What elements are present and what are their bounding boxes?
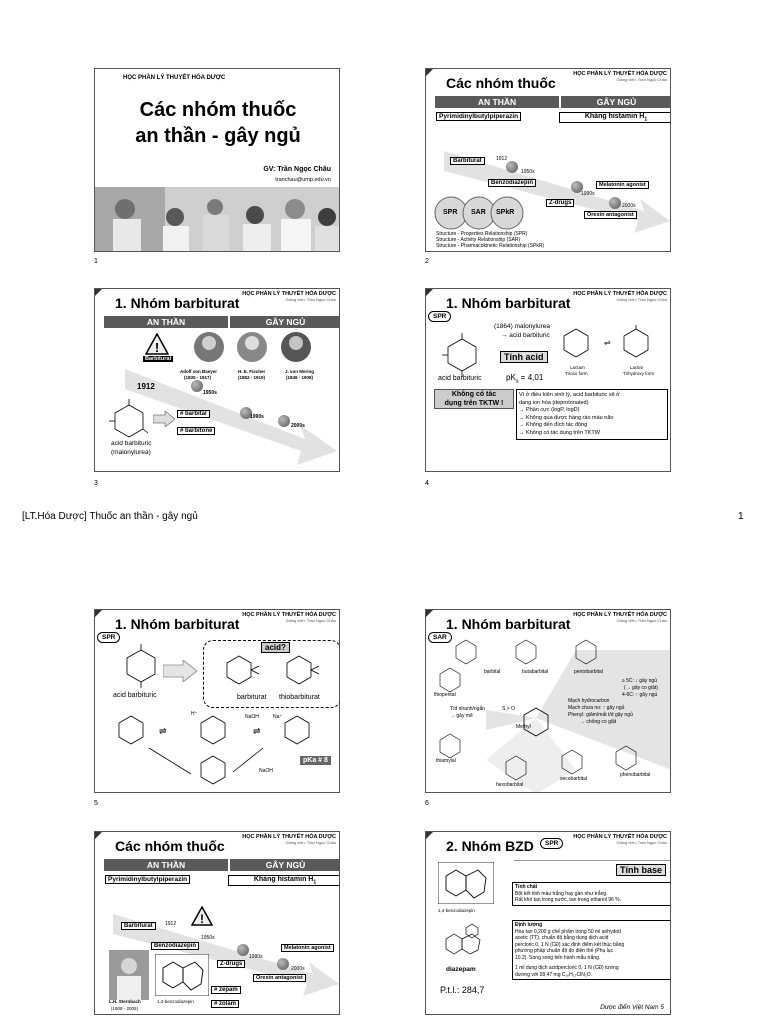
slide-title: 1. Nhóm barbiturat: [446, 616, 571, 632]
slide-5: [94, 609, 340, 793]
drug-label: phenobarbital: [620, 772, 651, 778]
source-reference: Dược điển Việt Nam 5: [600, 1004, 664, 1011]
page-footer-title: [LT.Hóa Dược] Thuốc an thần - gây ngủ: [22, 511, 198, 522]
z-drugs-label: Z-drugs: [546, 199, 574, 207]
scientist-1-name: Adolf von Baeyer: [180, 369, 218, 374]
note-line: dạng ion hóa (deprotonated): [519, 399, 589, 406]
benzodiazepine-structure: [438, 862, 494, 904]
year-1990s: 1990s: [250, 414, 264, 420]
corner-mark: [426, 289, 433, 296]
svg-text:!: !: [200, 912, 204, 926]
slide-title-line-1: Các nhóm thuốc: [139, 99, 297, 121]
year-1950s: 1950s: [521, 169, 535, 175]
course-label: HỌC PHẦN LÝ THUYẾT HÓA DƯỢC: [573, 71, 667, 77]
tinh-chat-box: [512, 882, 671, 906]
slide-title: 1. Nhóm barbiturat: [115, 616, 240, 632]
page-footer-number: 1: [738, 511, 744, 522]
note-line: → Không có tác dụng trên TKTW: [519, 429, 600, 436]
sar-rule-1: ≥ 5C: ↓ gây ngủ: [622, 678, 657, 684]
short-acting-note: T/d nhanh/ngắn: [450, 706, 486, 712]
slide-number: 2: [425, 258, 429, 265]
molecular-weight: P.t.l.: 284,7: [440, 985, 485, 995]
header: [242, 612, 336, 623]
dinh-luong-box: [512, 920, 671, 980]
category-bar-an-than: AN THẦN: [104, 859, 228, 871]
dinh-luong-line: percloric 0, 1 N (CĐ) xác định điểm kết thúc bằng: [515, 941, 625, 948]
khang-histamin-box: Kháng histamin $H_1$: [228, 875, 340, 886]
orexin-antagonist-label: Orexin antagonist: [584, 211, 637, 219]
corner-mark: [95, 610, 102, 617]
sar-hydrocarbon-note: Mạch hydrocarbon: [568, 698, 610, 704]
corner-mark: [426, 832, 433, 839]
scientist-portraits: [189, 331, 319, 365]
dinh-luong-line: 1 ml dung dịch acidpercloric 0, 1 N (CĐ) tương: [515, 965, 619, 971]
lactam-label: Lactam: [570, 365, 585, 370]
lecturer-label: Giảng viên: Trần Ngọc Châu: [285, 297, 336, 302]
course-label: HỌC PHẦN LÝ THUYẾT HÓA DƯỢC: [242, 612, 336, 618]
slide-number: 6: [425, 800, 429, 807]
svg-text:⇌: ⇌: [604, 338, 611, 347]
year-1990s: 1990s: [581, 191, 595, 197]
legend-spr: Structure - Properties Relationship (SPR): [436, 231, 528, 237]
dinh-luong-line: acetic (TT), chuẩn độ bằng dung dịch acid: [515, 935, 609, 941]
slide-title-line-2: an thần - gây ngủ: [135, 125, 301, 147]
diazepam-structure: [442, 920, 490, 964]
note-line: Vì ở điều kiện sinh lý, acid barbituric sẽ ở: [519, 392, 620, 398]
drug-label: thiopental: [434, 692, 456, 698]
drug-label: barbital: [484, 669, 501, 675]
ionization-equilibria-scheme: [113, 710, 335, 790]
barbiturat-label: barbiturat: [237, 694, 267, 701]
slide-title: 1. Nhóm barbiturat: [115, 295, 240, 311]
z-drugs-label: Z-drugs: [217, 960, 245, 968]
acid-question-label: acid?: [261, 642, 290, 653]
slide-8: [425, 831, 671, 1015]
barbituric-acid-structure: [121, 644, 161, 688]
lecturer-label: Giảng viên: Trần Ngọc Châu: [616, 297, 667, 302]
s-greater-o-note: S > O: [502, 706, 515, 712]
scientist-2-years: (1852 - 1919): [238, 375, 266, 380]
pka-badge: pKa # 8: [300, 756, 331, 765]
spr-badge: SPR: [97, 632, 120, 643]
diazepam-label: diazepam: [446, 966, 476, 973]
right-arrow-icon: [163, 660, 197, 682]
category-bar-gay-ngu: GÂY NGỦ: [561, 96, 671, 108]
sar-anticonvulsant-note: → chống co giật: [580, 719, 617, 725]
slide-title: 2. Nhóm BZD: [446, 838, 534, 854]
drug-label: secobarbital: [560, 776, 587, 782]
melatonin-agonist-label: Melatonin agonist: [596, 181, 649, 189]
slide-6: [425, 609, 671, 793]
lecturer-label: Giảng viên: Trần Ngọc Châu: [285, 618, 336, 623]
course-label: HỌC PHẦN LÝ THUYẾT HÓA DƯỢC: [573, 291, 667, 297]
khang-histamin-box: Kháng histamin $H_1$: [559, 112, 671, 123]
lecturer-label: Giảng viên: Trần Ngọc Châu: [616, 77, 667, 82]
acid-barbituric-label: acid barbituric: [438, 375, 482, 382]
timeline-point: [278, 415, 290, 427]
note-line: → Không đến đích tác động: [519, 422, 588, 428]
khong-co-tac-dung-box: [434, 389, 514, 409]
slide-1: [94, 68, 340, 252]
category-bar-an-than: AN THẦN: [104, 316, 228, 328]
khong-line-1: Không có tác: [451, 391, 497, 398]
scientist-1-years: (1835 - 1917): [184, 375, 212, 380]
barbital-label: # barbital: [177, 410, 210, 418]
year-1912: 1912: [137, 382, 155, 391]
na-plus-label: Na⁺: [273, 714, 283, 720]
trioxo-form-label: Trioxo form: [565, 371, 588, 376]
zepam-label: # zepam: [211, 986, 241, 994]
header: [573, 291, 667, 302]
thiobarbiturat-label: thiobarbiturat: [279, 694, 320, 701]
barbitone-label: # barbitone: [177, 427, 215, 435]
corner-mark: [426, 69, 433, 76]
barbiturat-label: Barbiturat: [145, 356, 172, 362]
benzodiazepine-caption: 1,4-benzodiazepin: [438, 908, 475, 913]
legend-spkr: Structure - Pharmacokinetic Relationship (SPkR): [436, 243, 545, 249]
slide-7: [94, 831, 340, 1015]
header: [242, 834, 336, 845]
malonylurea-1864-label: (1864) malonylurea: [494, 323, 551, 330]
tinh-base-label: Tính base: [616, 864, 666, 876]
malonylurea-label: (malonylurea): [111, 449, 151, 456]
anesthesia-note: → gây mê: [450, 713, 473, 719]
header: [242, 291, 336, 302]
dinh-luong-line: phương pháp chuẩn độ đo điện thế (Phụ lục: [515, 948, 614, 954]
sar-label: SAR: [471, 209, 486, 216]
h-plus-label: H⁺: [191, 711, 198, 717]
acid-barbituric-label: acid barbituric: [111, 440, 152, 447]
right-arrow-icon: [153, 411, 175, 427]
acid-barbituric-label: acid barbituric: [113, 692, 157, 699]
scientist-2-name: H. E. Fischer: [238, 369, 266, 374]
drug-label: butabarbital: [522, 669, 549, 675]
note-line: → Phân cực (logP, logD): [519, 407, 580, 413]
pyrimidinylbutylpiperazin-box: Pyrimidinylbutylpiperazin: [436, 112, 521, 121]
acid-barbituric-arrow-label: → acid barbituric: [501, 332, 550, 339]
sar-rule-2: (→ gây co giật): [624, 685, 658, 691]
year-1950s: 1950s: [201, 935, 215, 941]
spkr-label: SPkR: [496, 209, 515, 216]
dinh-luong-line: đương với 28,47 mg C₁₆H₁₃ClN₂O.: [515, 971, 593, 978]
sar-phenyl-note: Phenyl: giảm/mất t/d gây ngủ: [568, 712, 633, 718]
year-2000s: 2000s: [291, 423, 305, 429]
timeline-point: [609, 197, 621, 209]
course-label: HỌC PHẦN LÝ THUYẾT HÓA DƯỢC: [242, 291, 336, 297]
category-bar-gay-ngu: GÂY NGỦ: [230, 859, 340, 871]
khong-line-2: dụng trên TKTW !: [444, 400, 504, 407]
lecturer-email: tranchau@ump.edu.vn: [275, 177, 331, 183]
slide-2: [425, 68, 671, 252]
lecturer-label: Giảng viên: Trần Ngọc Châu: [616, 840, 667, 845]
category-bar-gay-ngu: GÂY NGỦ: [230, 316, 340, 328]
sternbach-years: (1908 - 2005): [111, 1006, 139, 1011]
spr-badge: SPR: [540, 838, 563, 849]
slide-3: [94, 288, 340, 472]
barbituric-acid-structure: [109, 399, 149, 441]
year-2000s: 2000s: [622, 203, 636, 209]
sternbach-photo: [109, 950, 149, 1000]
scientists-photo-collage: [95, 187, 340, 252]
sar-rule-3: 4-6C: ↑ gây ngủ: [622, 692, 658, 698]
barbituric-acid-structure: [442, 333, 482, 377]
naoh-label: NaOH: [245, 714, 259, 720]
legend-sar: Structure - Activity Relationship (SAR): [436, 237, 521, 243]
slide-number: 5: [94, 800, 98, 807]
trihydroxy-form-label: Trihydroxy form: [623, 371, 655, 376]
slide-title: Các nhóm thuốc: [446, 75, 556, 91]
slide-title: Các nhóm thuốc: [115, 838, 225, 854]
benzodiazepin-label: Benzodiazepin: [151, 942, 199, 950]
scientist-3-name: J. von Mering: [285, 369, 315, 374]
header: [573, 71, 667, 82]
spr-badge: SPR: [428, 311, 451, 322]
methyl-note: Methyl: [516, 724, 531, 730]
course-label: HỌC PHẦN LÝ THUYẾT HÓA DƯỢC: [573, 834, 667, 840]
timeline-point: [506, 161, 518, 173]
note-line: → Không qua được hàng rào máu não: [519, 414, 614, 421]
year-1912: 1912: [165, 921, 177, 927]
warning-icon: [191, 906, 213, 926]
svg-text:!: !: [154, 340, 160, 355]
spr-label: SPR: [443, 209, 458, 216]
scientist-3-years: (1849 - 1908): [286, 375, 314, 380]
tinh-chat-line: Bột kết tinh màu trắng hay gần như trắng.: [515, 890, 608, 897]
sternbach-name: L.H. Sternbach: [109, 999, 141, 1004]
category-bar-an-than: AN THẦN: [435, 96, 559, 108]
tinh-acid-label: Tính acid: [500, 351, 548, 363]
lecturer-name: GV: Trần Ngọc Châu: [263, 166, 331, 173]
benzodiazepin-label: Benzodiazepin: [488, 179, 536, 187]
timeline-point: [277, 958, 289, 970]
svg-text:⇌: ⇌: [253, 726, 261, 736]
pka-value: $pK_a = 4,01$: [506, 373, 544, 385]
course-label: HỌC PHẦN LÝ THUYẾT HÓA DƯỢC: [573, 612, 667, 618]
year-1912: 1912: [496, 156, 508, 162]
warning-icon: [145, 333, 169, 355]
year-1990s: 1990s: [249, 954, 263, 960]
slide-number: 4: [425, 480, 429, 487]
course-label: HỌC PHẦN LÝ THUYẾT HÓA DƯỢC: [242, 834, 336, 840]
lecturer-label: Giảng viên: Trần Ngọc Châu: [285, 840, 336, 845]
timeline-point: [237, 944, 249, 956]
barbiturat-label: Barbiturat: [450, 157, 485, 165]
tinh-chat-title: Tính chất: [515, 884, 538, 890]
svg-text:⇌: ⇌: [159, 726, 167, 736]
tinh-chat-line: Rất khó tan trong nước, tan trong ethanol 96 %.: [515, 897, 622, 903]
zolam-label: # zolam: [211, 1000, 239, 1008]
lecturer-label: Giảng viên: Trần Ngọc Châu: [616, 618, 667, 623]
barbiturat-label: Barbiturat: [121, 922, 156, 930]
benzodiazepine-structure: [155, 954, 209, 996]
dinh-luong-line: Hòa tan 0,200 g chế phẩm trong 50 ml anhydrid: [515, 928, 621, 935]
year-2000s: 2000s: [291, 966, 305, 972]
slide-number: 1: [94, 258, 98, 265]
explanation-box: [516, 389, 668, 440]
dinh-luong-title: Định lượng: [515, 922, 543, 928]
corner-mark: [426, 610, 433, 617]
drug-label: thiamylal: [436, 758, 456, 764]
pyrimidinylbutylpiperazin-box: Pyrimidinylbutylpiperazin: [105, 875, 190, 884]
slide-title: 1. Nhóm barbiturat: [446, 295, 571, 311]
divider: [514, 860, 671, 861]
timeline-point: [191, 380, 203, 392]
course-label: HỌC PHẦN LÝ THUYẾT HÓA DƯỢC: [123, 75, 226, 81]
naoh-label: NaOH: [259, 768, 273, 774]
year-1950s: 1950s: [203, 390, 217, 396]
lactam-lactim-tautomer-structures: [556, 325, 666, 365]
header: [573, 834, 667, 845]
corner-mark: [95, 289, 102, 296]
corner-mark: [95, 832, 102, 839]
benzodiazepine-caption: 1,4-benzodiazepin: [157, 999, 194, 1004]
sar-unsaturated-note: Mạch chưa no: ↑ gây ngủ: [568, 705, 625, 711]
dinh-luong-line: 10.2). Song song tiến hành mẫu trắng.: [515, 954, 601, 961]
melatonin-agonist-label: Melatonin agonist: [281, 944, 334, 952]
slide-number: 3: [94, 480, 98, 487]
barbiturat-thiobarbiturat-structures: [219, 652, 331, 692]
slide-4: [425, 288, 671, 472]
lactim-label: Lactim: [630, 365, 644, 370]
orexin-antagonist-label: Orexin antagonist: [253, 974, 306, 982]
drug-label: pentobarbital: [574, 669, 603, 675]
header: [573, 612, 667, 623]
drug-label: hexobarbital: [496, 782, 524, 788]
sar-badge: SAR: [428, 632, 452, 643]
